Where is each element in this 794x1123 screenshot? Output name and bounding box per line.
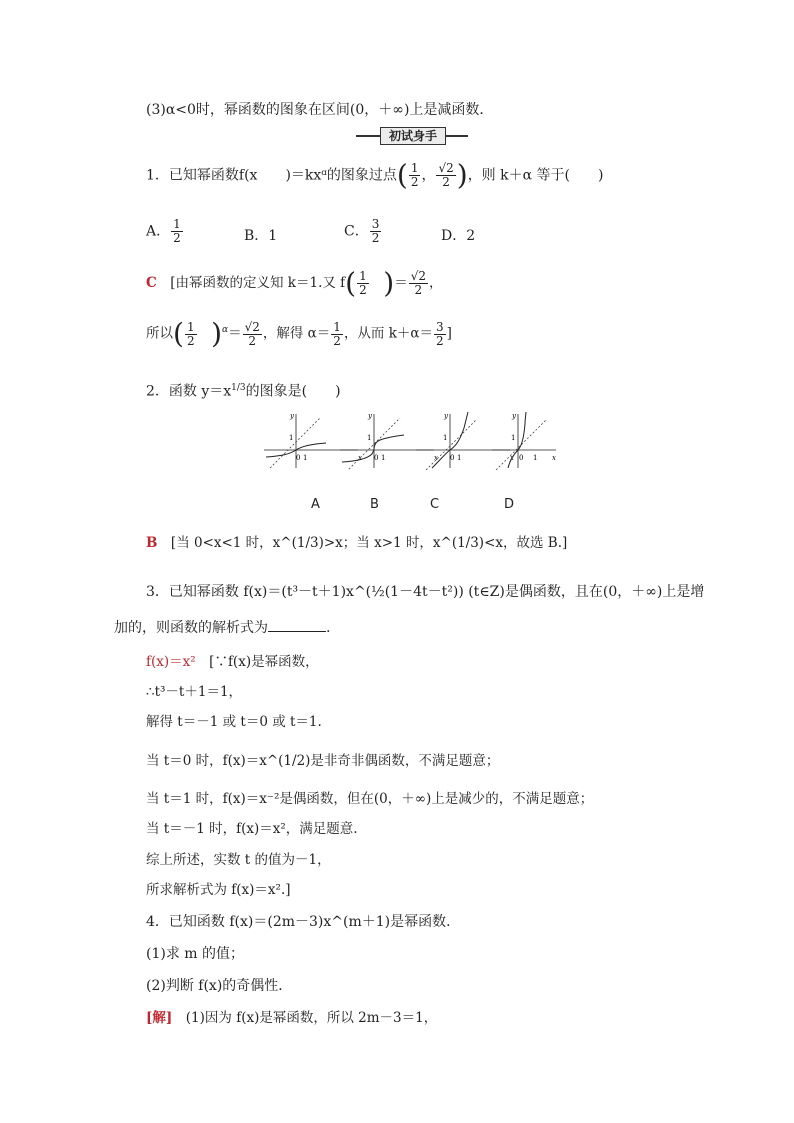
- svg-text:x: x: [510, 454, 514, 462]
- svg-text:1: 1: [289, 434, 294, 442]
- svg-text:1: 1: [367, 434, 372, 442]
- svg-text:y: y: [444, 412, 448, 420]
- svg-text:1: 1: [381, 454, 386, 462]
- q3-solution-line-3: 解得 t＝－1 或 t＝0 或 t＝1.: [146, 714, 322, 730]
- q1-text: 1．已知幂函数f(x )＝kxᵅ的图象过点: [146, 167, 397, 184]
- q3-solution-line-4: 当 t＝0 时，f(x)＝x^(1/2)是非奇非偶函数，不满足题意；: [146, 753, 500, 769]
- q4-solution-label: [解]: [146, 1010, 173, 1026]
- answer-blank: [268, 617, 326, 632]
- q1-point-y: $\frac{√2}{2}$: [438, 161, 454, 189]
- q1-solution-line-2: 所以( $\frac{1}{2}$ )$^\alpha$＝ $\frac{√2}{2}$ ，解得 α＝ $\frac{1}{2}$ ，从而 k＋α＝ $\frac{3}{2}$ ]: [146, 317, 452, 350]
- graph-label-b: B: [370, 497, 379, 512]
- question-4-line-1: 4．已知函数 f(x)＝(2m－3)x^(m＋1)是幂函数．: [146, 914, 461, 930]
- q1-option-b: B．1: [244, 228, 278, 244]
- q3-answer: f(x)＝x²: [146, 654, 196, 670]
- svg-text:x: x: [358, 454, 362, 462]
- svg-text:x: x: [552, 454, 556, 462]
- q3-solution-line-5: 当 t＝1 时，f(x)＝x⁻²是偶函数，但在(0，＋∞)上是减少的，不满足题意；: [146, 791, 594, 807]
- svg-text:y: y: [512, 412, 516, 420]
- svg-text:1: 1: [533, 454, 538, 462]
- graph-label-a: A: [311, 497, 320, 512]
- q3-solution-line-7: 综上所述，实数 t 的值为－1，: [146, 852, 331, 868]
- svg-text:1: 1: [457, 454, 462, 462]
- question-4-line-3: (2)判断 f(x)的奇偶性．: [146, 978, 293, 994]
- intro-line: (3)α<0时，幂函数的图象在区间(0，＋∞)上是减函数．: [146, 102, 494, 118]
- q4-solution-line-1: [解] (1)因为 f(x)是幂函数，所以 2m－3＝1，: [146, 1010, 438, 1026]
- q2-answer: B: [146, 535, 158, 551]
- graph-label-d: D: [504, 497, 515, 512]
- svg-text:0: 0: [450, 454, 455, 462]
- graph-d: [490, 410, 592, 470]
- question-2: 2．函数 $y=x^{1/3}$的图象是( ): [146, 383, 341, 400]
- q1-option-d: D．2: [441, 228, 476, 244]
- svg-text:0: 0: [374, 454, 379, 462]
- q3-solution-line-2: ∴t³－t＋1＝1，: [146, 684, 243, 700]
- question-4-line-2: (1)求 m 的值；: [146, 946, 245, 962]
- q1-point-x: $\frac{1}{2}$: [410, 161, 419, 189]
- q2-exponent: 1/3: [231, 383, 246, 393]
- banner-label: 初试身手: [380, 127, 446, 145]
- question-1: 1．已知幂函数f(x )＝kxᵅ的图象过点( $\frac{1}{2}$ ， $\frac{√2}{2}$ )，则 k＋α 等于( ): [146, 158, 604, 192]
- svg-text:1: 1: [303, 454, 308, 462]
- q3-solution-line-6: 当 t＝－1 时，f(x)＝x²，满足题意.: [146, 821, 358, 837]
- graph-label-c: C: [430, 497, 440, 512]
- q1-option-a: A． $\frac{1}{2}$: [146, 217, 181, 245]
- svg-text:1: 1: [511, 434, 516, 442]
- q1-answer: C: [146, 275, 157, 291]
- svg-text:1: 1: [443, 434, 448, 442]
- svg-text:x: x: [434, 454, 438, 462]
- question-3-line-1: 3．已知幂函数 f(x)＝(t³－t＋1)x^(½(1－4t－t²)) (t∈Z)是偶函数，且在(0，＋∞)上是增: [146, 584, 705, 600]
- q3-solution-line-1: f(x)＝x² [∵f(x)是幂函数，: [146, 654, 319, 670]
- question-3-line-2: 加的，则函数的解析式为 .: [114, 617, 330, 638]
- q1-solution-line-1: C [由幂函数的定义知 k＝1.又 f( $\frac{1}{2}$ )＝ $\frac{√2}{2}$ ，: [146, 266, 443, 300]
- q2-solution: B [当 0<x<1 时，x^(1/3)>x；当 x>1 时，x^(1/3)<x，故选 B.]: [146, 535, 568, 551]
- svg-text:y: y: [368, 412, 372, 420]
- q1-option-c: C． $\frac{3}{2}$: [344, 217, 380, 245]
- q1-text-end: ，则 k＋α 等于( ): [467, 167, 604, 184]
- svg-text:y: y: [290, 412, 294, 420]
- svg-text:0: 0: [519, 454, 524, 462]
- section-banner: [356, 127, 468, 145]
- q3-solution-line-8: 所求解析式为 f(x)＝x².]: [146, 882, 291, 898]
- svg-text:0: 0: [296, 454, 301, 462]
